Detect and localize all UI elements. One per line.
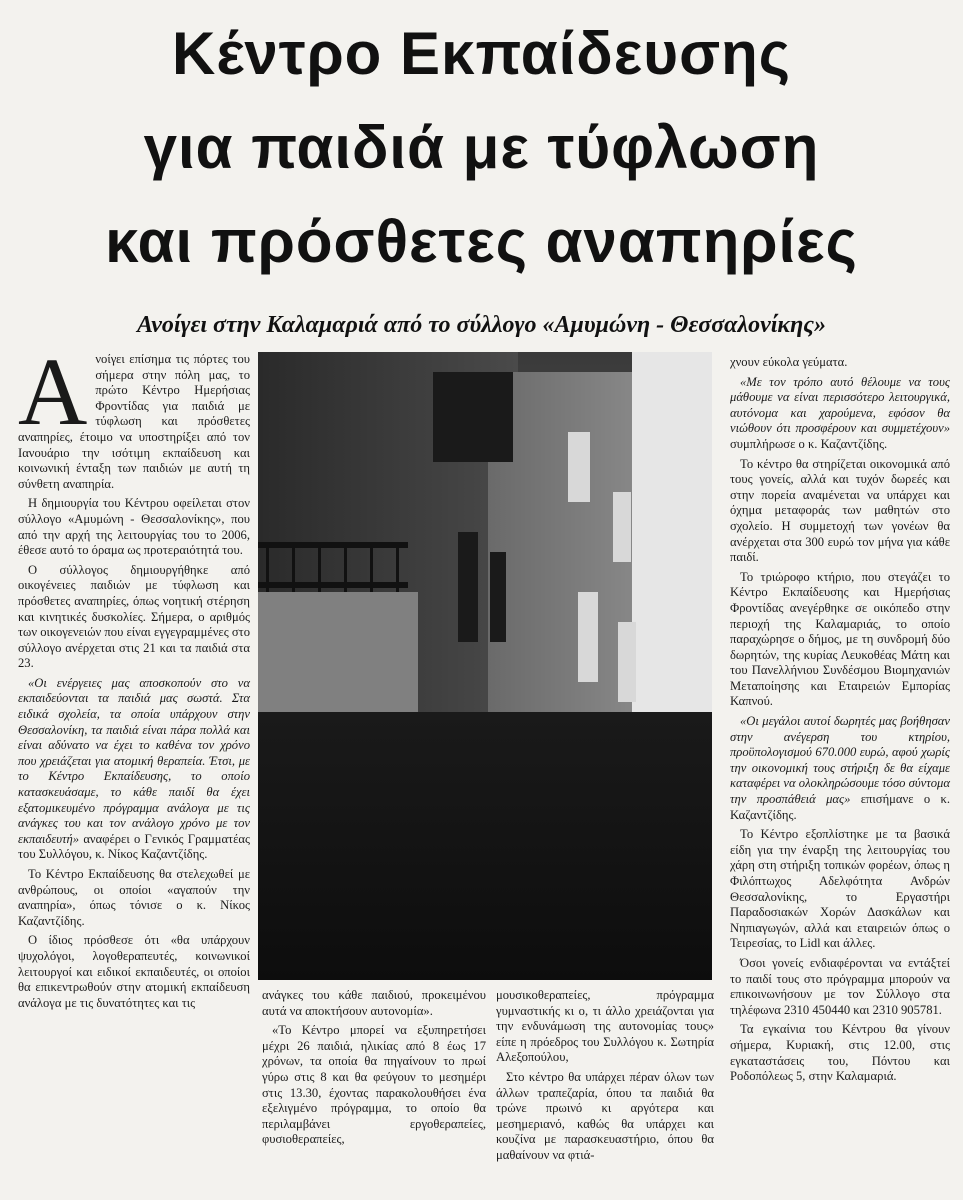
photo-shutter (613, 492, 631, 562)
photo-window (458, 532, 478, 642)
quote-text: «Οι μεγάλοι αυτοί δωρητές μας βοήθησαν στην ανέγερση του κτηρίου, προϋπολογισμού 670.000 ευρώ, αφού χωρίς την οικονομική τους στήριξη δε θα είχαμε καταφέρει να ολοκληρώσουμε τόσο σύντομα την προσπάθειά μας» (730, 714, 950, 807)
headline-line-3: και πρόσθετες αναπηρίες (105, 208, 858, 275)
paragraph (18, 676, 250, 863)
quote-text: «Οι ενέργειες μας αποσκοπούν στο να εκπαιδεύονται τα παιδιά μας σωστά. Στα ειδικά σχολεία, τα οποία υπάρχουν στην Θεσσαλονίκη, τα παιδιά είναι πάρα πολλά και είναι αδύνατο να έχει το καθένα τον χρόνο που χρειάζεται για ατομική θεραπεία. Έτσι, με το Κέντρο Εκπαίδευσης, το οποίο κατασκευάσαμε, το κάθε παιδί θα έχει εξατομικευμένο πρόγραμμα ανάλογα με τις ανάγκες του και τον ανάλογο χρόνο με τον εκπαιδευτή» (18, 675, 250, 846)
paragraph: ανάγκες του κάθε παιδιού, προκειμένου αυτά να αποκτήσουν αυτονομία». (262, 988, 486, 1018)
photo-shutter (578, 592, 598, 682)
paragraph: Το τριώροφο κτήριο, που στεγάζει το Κέντρο Εκπαίδευσης και Ημερήσιας Φροντίδας ανεγέρθηκε σε οικόπεδο στην περιοχή της Καλαμαριάς, το οποίο παραχώρησε ο δήμος, με τη συνδρομή δύο δωρητών, της κυρίας Λευκοθέας Μάτη και του Πανελλήνιου Συνδέσμου Βιομηχανιών Μεταποίησης και Εταιρειών Εμπορίας Καπνού. (730, 569, 950, 709)
attribution-text: αναφέρει ο Γενικός Γραμματέας του Συλλόγου, κ. Νίκος Καζαντζίδης. (18, 831, 250, 862)
paragraph: Ο σύλλογος δημιουργήθηκε από οικογένειες παιδιών με τύφλωση και πρόσθετες αναπηρίες, όπως νοητική στέρηση και κινητικές δυσκολίες. Σήμερα, ο αριθμός των οικογενειών που είναι εγγεγραμμένες στο σύλλογο ανέρχεται στις 21 και τα παιδιά στα 23. (18, 562, 250, 671)
building-photo (258, 352, 712, 980)
photo-shutter (568, 432, 590, 502)
article-column-2 (262, 988, 486, 1152)
paragraph: Το κέντρο θα στηρίζεται οικονομικά από τους γονείς, αλλά και τυχόν δωρεές και στην πορεία αναμένεται να υπάρχει και όχημα μεταφοράς των μαθητών στο σχολείο. Η συμμετοχή των γονέων θα ανέρχεται στα 300 ευρώ τον μήνα για κάθε παιδί. (730, 456, 950, 565)
paragraph: χνουν εύκολα γεύματα. (730, 355, 848, 369)
headline-line-1: Κέντρο Εκπαίδευσης (172, 20, 791, 87)
paragraph: Ο ίδιος πρόσθεσε ότι «θα υπάρχουν ψυχολόγοι, λογοθεραπευτές, κοινωνικοί λειτουργοί και ειδικοί εκπαιδευτές, οι οποίοι θα επικεντρωθούν στην ατομική εκπαίδευση ανάλογα με τις δυνατότητες και τις (18, 933, 250, 1010)
paragraph: Η δημιουργία του Κέντρου οφείλεται στον σύλλογο «Αμυμώνη - Θεσσαλονίκης», που από την αρχή της λειτουργίας του το 2006, έθεσε αυτό το όραμα ως προτεραιότητά του. (18, 496, 250, 558)
paragraph: Στο κέντρο θα υπάρχει πέραν όλων των άλλων τραπεζαρία, όπου τα παιδιά θα τρώνε πρωινό κι αργότερα και μεσημεριανό, καθώς θα υπάρχει και κουζίνα με παρασκευαστήριο, όπου θα μαθαίνουν να φτιά- (496, 1069, 714, 1162)
paragraph (730, 375, 950, 453)
paragraph-intro (18, 338, 250, 492)
photo-window (490, 552, 506, 642)
attribution-text: συμπλήρωσε ο κ. Καζαντζίδης. (730, 436, 888, 451)
subtitle: Ανοίγει στην Καλαμαριά από το σύλλογο «Αμυμώνη - Θεσσαλονίκης» (136, 312, 827, 338)
headline-line-2: για παιδιά με τύφλωση (143, 114, 820, 181)
photo-balcony-slab (258, 592, 418, 712)
paragraph: Όσοι γονείς ενδιαφέρονται να εντάξτεί το παιδί τους στο πρόγραμμα μπορούν να επικοινωνήσουν με τον Σύλλογο στα τηλέφωνα 2310 450440 και 2310 905781. (730, 955, 950, 1017)
article-column-1 (18, 338, 250, 1015)
article-column-3 (496, 988, 714, 1168)
intro-text: νοίγει επίσημα τις πόρτες του σήμερα στην πόλη μας, το πρώτο Κέντρο Ημερήσιας Φροντίδας για παιδιά με τύφλωση και πρόσθετες αναπηρίες, έτοιμο να υποστηρίξει από τον Ιανουάριο την ισότιμη εκπαίδευση και κοινωνική ένταξη των παιδιών με αυτή τη σύνθετη αναπηρία. (18, 352, 250, 491)
paragraph: Τα εγκαίνια του Κέντρου θα γίνουν σήμερα, Κυριακή, στις 12.00, στις εγκαταστάσεις του, Πόντου και Ροδοπόλεως 5, στην Καλαμαριά. (730, 1022, 950, 1084)
paragraph: Το Κέντρο Εκπαίδευσης θα στελεχωθεί με ανθρώπους, οι οποίοι «αγαπούν την αναπηρία», όπως τόνισε ο κ. Νίκος Καζαντζίδης. (18, 867, 250, 928)
paragraph: Το Κέντρο εξοπλίστηκε με τα βασικά είδη για την έναρξη της λειτουργίας του χάρη στη στήριξη τοπικών φορέων, όπως η Φιλόπτωχος Αδελφότητα Ανδρών Θεσσαλονίκης, το Εργαστήρι Παραδοσιακών Χορών Δασκάλων και Νηπιαγωγών, αλλά και εταιρειών όπως ο Τειρεσίας, το Lidl και άλλες. (730, 827, 950, 951)
paragraph: «Το Κέντρο μπορεί να εξυπηρετήσει μέχρι 26 παιδιά, ηλικίας από 8 έως 17 χρόνων, τα οποία θα πηγαίνουν το πρωί γύρω στις 8 και θα φεύγουν το μεσημέρι στις 13.30, έχοντας παρακολουθήσει ένα εξελιγμένο πρόγραμμα, το οποίο θα περιλαμβάνει εργοθεραπείες, φυσιοθεραπείες, (262, 1023, 486, 1147)
paragraph: μουσικοθεραπείες, πρόγραμμα γυμναστικής κι ο, τι άλλο χρειάζονται για την ενδυνάμωση της αυτονομίας τους» είπε η πρόεδρος του Συλλόγου κ. Σωτηρία Αλεξοπούλου, (496, 988, 714, 1065)
attribution-text: επισήμανε ο κ. Καζαντζίδης. (730, 792, 950, 822)
article-column-4 (730, 355, 950, 1089)
quote-text: «Με τον τρόπο αυτό θέλουμε να τους μάθουμε να είναι περισσότερο λειτουργικά, αυτόνομα και χαρούμενα, εφόσον θα νιώθουν ότι προσφέρουν και συμμετέχουν» (730, 374, 950, 436)
paragraph (730, 714, 950, 823)
photo-shutter (618, 622, 636, 702)
photo-window (433, 372, 513, 462)
drop-cap: Α (18, 338, 88, 445)
photo-ground-floor (258, 712, 712, 980)
photo-balcony-rail-bottom (258, 582, 408, 588)
